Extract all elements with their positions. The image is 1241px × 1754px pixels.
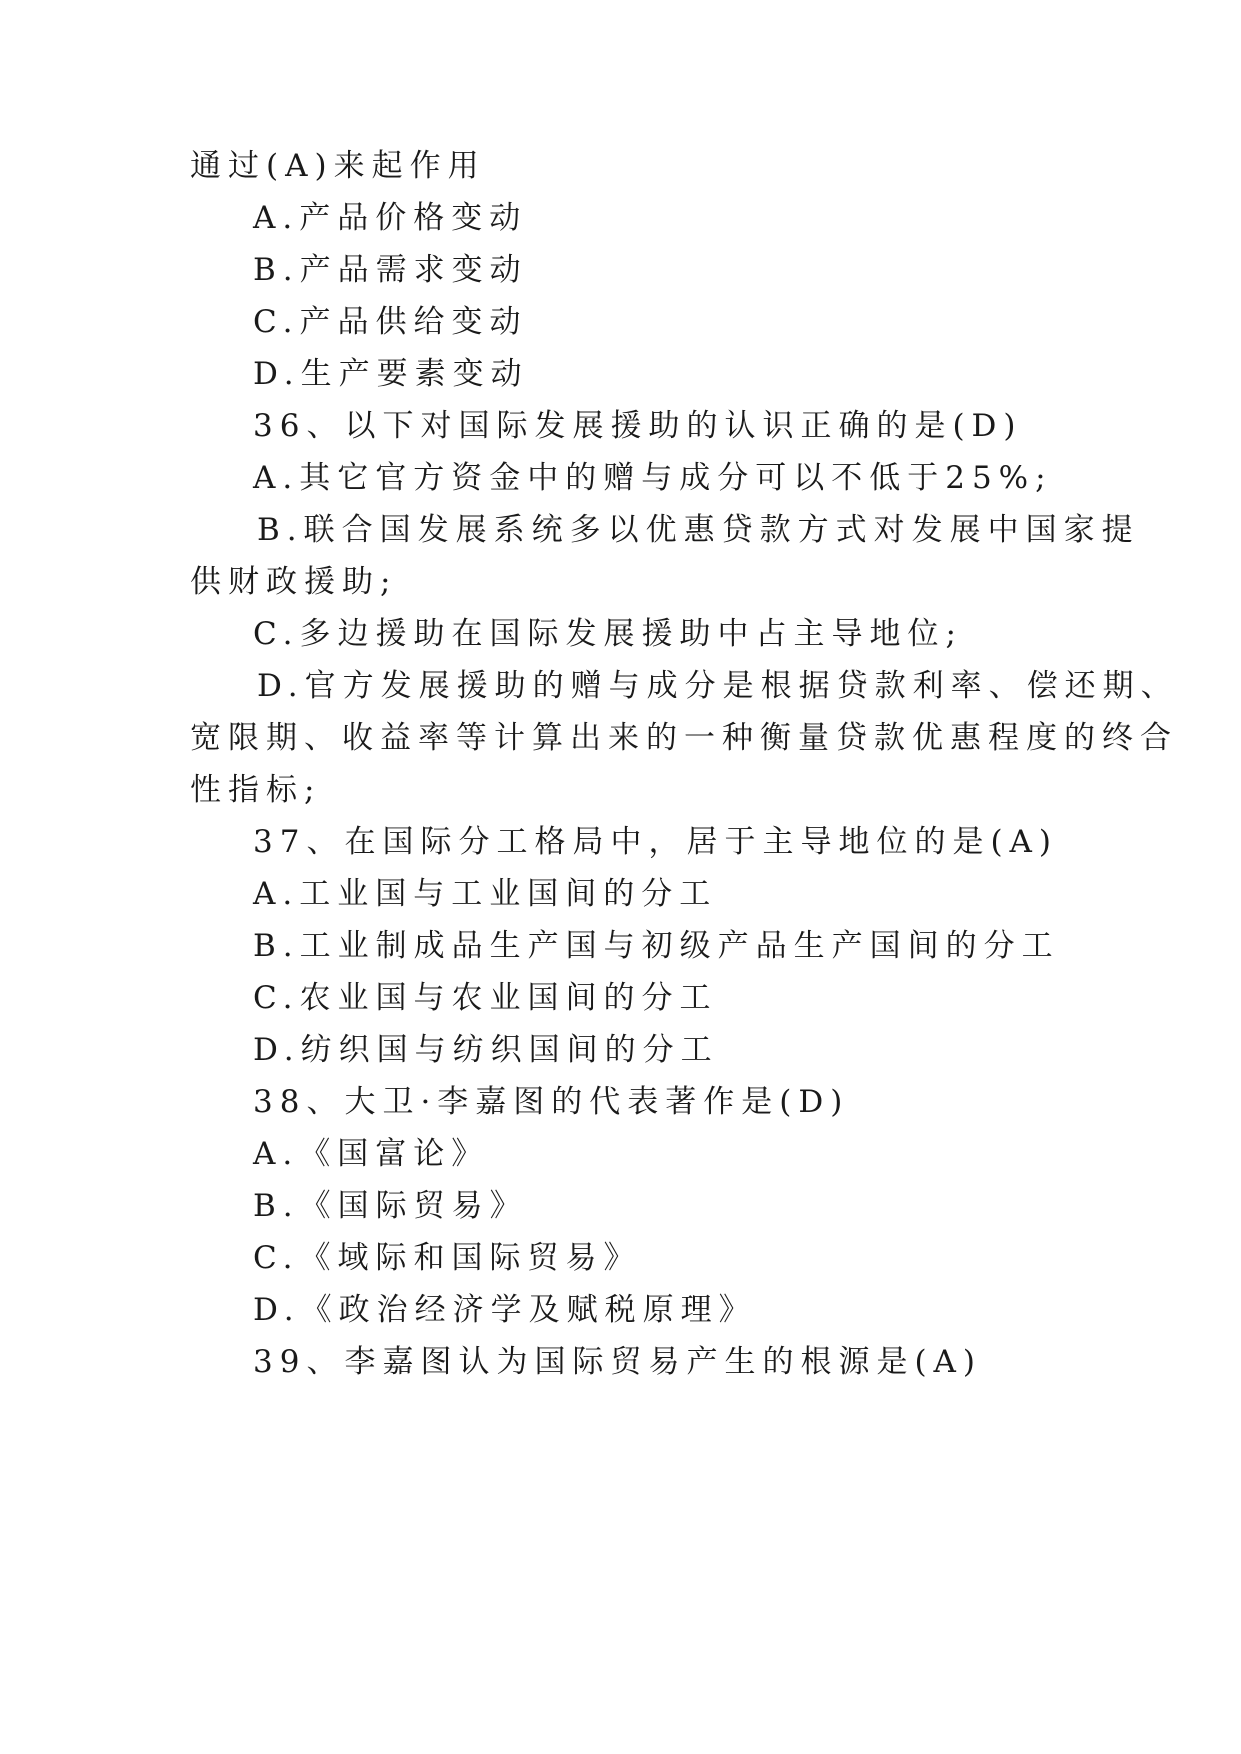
- option-c: C.《域际和国际贸易》: [253, 1240, 642, 1276]
- option-c: C.产品供给变动: [253, 304, 528, 340]
- option-a: A.其它官方资金中的赠与成分可以不低于25%;: [253, 460, 1053, 496]
- option-a: A.《国富论》: [253, 1136, 490, 1172]
- option-d: D.生产要素变动: [253, 356, 529, 392]
- option-b-continuation: 供财政援助;: [190, 564, 398, 600]
- option-b: B.工业制成品生产国与初级产品生产国间的分工: [253, 928, 1060, 964]
- question-39: 39、李嘉图认为国际贸易产生的根源是(A): [253, 1344, 983, 1380]
- question-35-continuation: 通过(A)来起作用: [190, 148, 486, 184]
- question-37: 37、在国际分工格局中，居于主导地位的是(A): [253, 824, 1059, 860]
- option-d: D.官方发展援助的赠与成分是根据贷款利率、偿还期、: [257, 668, 1179, 704]
- question-36: 36、以下对国际发展援助的认识正确的是(D): [253, 408, 1023, 444]
- option-c: C.农业国与农业国间的分工: [253, 980, 718, 1016]
- option-d-continuation: 性指标;: [190, 772, 322, 808]
- option-d: D.《政治经济学及赋税原理》: [253, 1292, 757, 1328]
- option-b: B.产品需求变动: [253, 252, 528, 288]
- question-38: 38、大卫·李嘉图的代表著作是(D): [253, 1084, 850, 1120]
- option-c: C.多边援助在国际发展援助中占主导地位;: [253, 616, 963, 652]
- option-d-continuation: 宽限期、收益率等计算出来的一种衡量贷款优惠程度的终合: [190, 720, 1178, 756]
- option-d: D.纺织国与纺织国间的分工: [253, 1032, 719, 1068]
- option-a: A.产品价格变动: [253, 200, 528, 236]
- option-a: A.工业国与工业国间的分工: [253, 876, 718, 912]
- option-b: B.联合国发展系统多以优惠贷款方式对发展中国家提: [257, 512, 1140, 548]
- option-b: B.《国际贸易》: [253, 1188, 528, 1224]
